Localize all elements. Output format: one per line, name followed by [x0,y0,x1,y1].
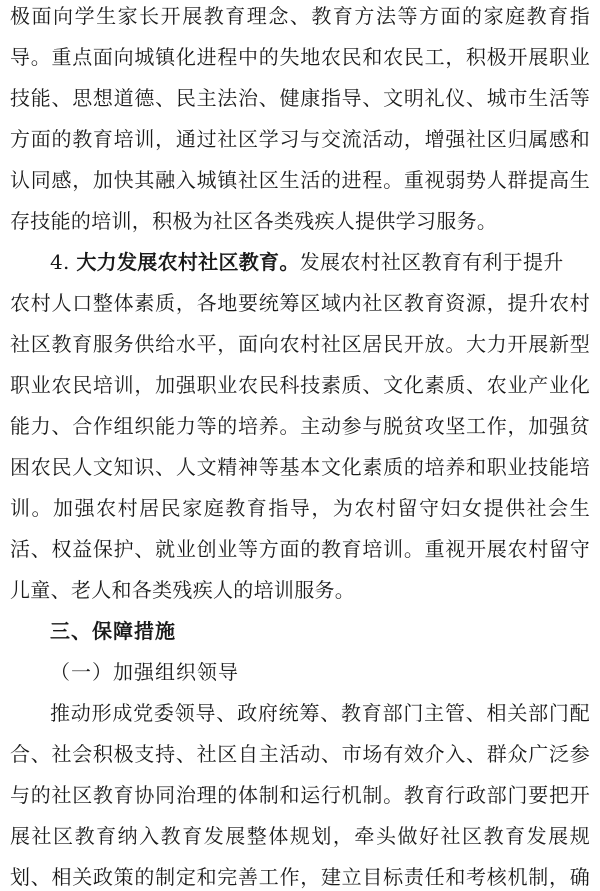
subsection-heading: （一）加强组织领导 [50,660,239,684]
paragraph-line: 展社区教育纳入教育发展整体规划，牵头做好社区教育发展规 [10,824,590,848]
paragraph-line: 划、相关政策的制定和完善工作，建立目标责任和考核机制，确 [10,865,590,889]
paragraph-line: 社区教育服务供给水平，面向农村社区居民开放。大力开展新型 [10,332,590,356]
paragraph-line: 职业农民培训，加强职业农民科技素质、文化素质、农业产业化 [10,373,590,397]
paragraph-line: 极面向学生家长开展教育理念、教育方法等方面的家庭教育指 [10,4,590,28]
paragraph-line: 技能、思想道德、民主法治、健康指导、文明礼仪、城市生活等 [10,86,590,110]
paragraph-line: 推动形成党委领导、政府统筹、教育部门主管、相关部门配 [50,701,590,725]
paragraph-line: 能力、合作组织能力等的培养。主动参与脱贫攻坚工作，加强贫 [10,414,590,438]
list-item-4-first-line [50,248,590,276]
paragraph-line: 困农民人文知识、人文精神等基本文化素质的培养和职业技能培 [10,455,590,479]
paragraph-line: 合、社会积极支持、社区自主活动、市场有效介入、群众广泛参 [10,742,590,766]
paragraph-line: 导。重点面向城镇化进程中的失地农民和农民工，积极开展职业 [10,45,590,69]
paragraph-line: 存技能的培训，积极为社区各类残疾人提供学习服务。 [10,209,498,233]
paragraph-line: 儿童、老人和各类残疾人的培训服务。 [10,578,356,602]
paragraph-line: 认同感，加快其融入城镇社区生活的进程。重视弱势人群提高生 [10,168,590,192]
section-heading: 三、保障措施 [50,619,176,643]
paragraph-line: 农村人口整体素质，各地要统筹区域内社区教育资源，提升农村 [10,291,590,315]
paragraph-line: 训。加强农村居民家庭教育指导，为农村留守妇女提供社会生 [10,496,590,520]
paragraph-line: 方面的教育培训，通过社区学习与交流活动，增强社区归属感和 [10,127,590,151]
paragraph-line: 活、权益保护、就业创业等方面的教育培训。重视开展农村留守 [10,537,590,561]
list-item-number: 4. [50,250,70,274]
list-item-text: 发展农村社区教育有利于提升 [299,250,564,274]
paragraph-line: 与的社区教育协同治理的体制和运行机制。教育行政部门要把开 [10,783,590,807]
list-item-title: 大力发展农村社区教育。 [76,250,300,274]
